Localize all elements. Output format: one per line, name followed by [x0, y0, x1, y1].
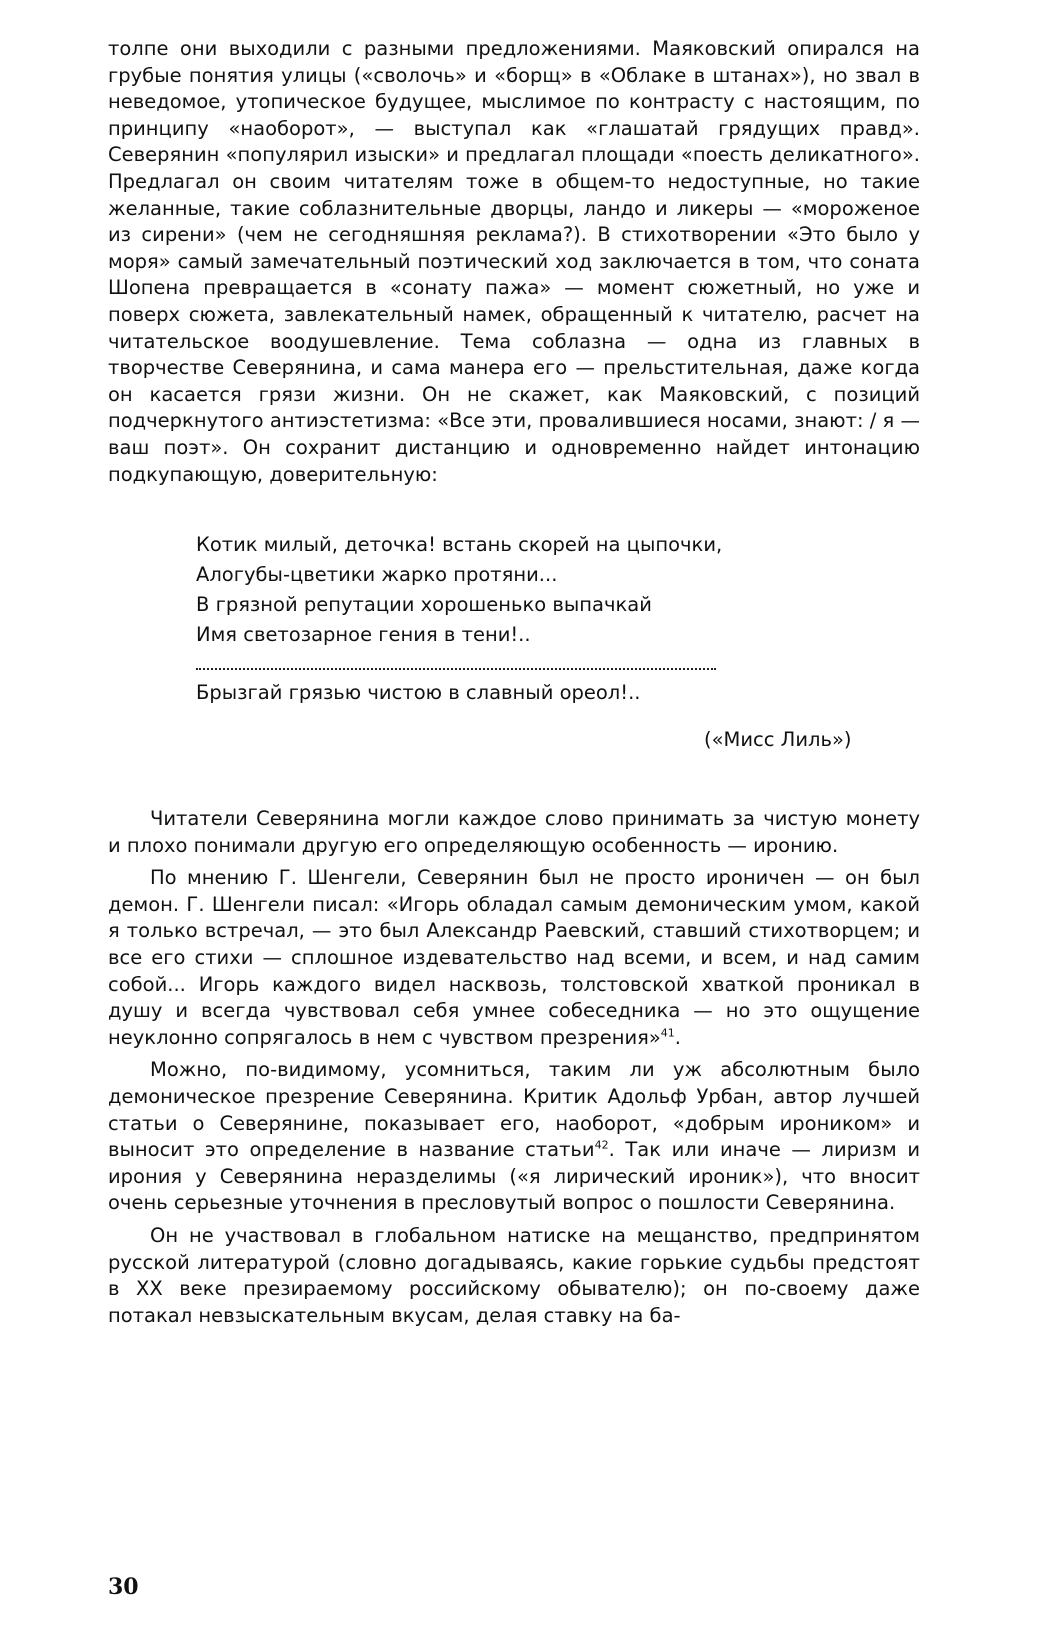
- poem-line: Котик милый, деточка! встань скорей на цыпочки,: [196, 533, 723, 557]
- poem-quote: [196, 530, 920, 754]
- paragraph-urban: [108, 1057, 920, 1217]
- paragraph-tail: .: [674, 1025, 681, 1049]
- page-body: [108, 36, 920, 1329]
- paragraph-text: Читатели Северянина могли каждое слово принимать за чистую монету и плохо понимали другую его определяющую особенность — иронию.: [108, 807, 920, 857]
- paragraph-tail: . Так или иначе — лиризм и ирония у Северянина неразделимы («я лирический ироник»), что вносит очень серьезные уточнения в пресловутый вопрос о пошлости Северянина.: [108, 1138, 920, 1215]
- poem-line: Алогубы-цветики жарко протяни...: [196, 563, 558, 587]
- paragraph-irony: [108, 806, 920, 859]
- paragraph-text: Можно, по-видимому, усомниться, таким ли уж абсолютным было демоническое презрение Северянина. Критик Адольф Урбан, автор лучшей статьи о Северянине, показывает его, наоборот, «добрым ироником» и выносит это определение в название статьи: [108, 1058, 920, 1162]
- footnote-ref: 41: [660, 1026, 675, 1040]
- body-text: [108, 806, 920, 1329]
- page-number: 30: [108, 1574, 139, 1600]
- poem-source: («Мисс Лиль»): [704, 728, 852, 752]
- poem-omission-dots: [196, 650, 716, 670]
- footnote-ref: 42: [594, 1138, 609, 1152]
- paragraph-opening: толпе они выходили с разными предложениями. Маяковский опирался на грубые понятия улицы («сволочь» и «борщ» в «Облаке в штанах»), но звал в неведомое, утопическое будущее, мыслимое по контрасту с настоящим, по принципу «наоборот», — выступал как «глашатай грядущих правд». Северянин «популярил изыски» и предлагал площади «поесть деликатного». Предлагал он своим читателям тоже в общем-то недоступные, но такие желанные, такие соблазнительные дворцы, ландо и ликеры — «мороженое из сирени» (чем не сегодняшняя реклама?). В стихотворении «Это было у моря» самый замечательный поэтический ход заключается в том, что соната Шопена превращается в «сонату пажа» — момент сюжетный, но уже и поверх сюжета, завлекательный намек, обращенный к читателю, расчет на читательское воодушевление. Тема соблазна — одна из главных в творчестве Северянина, и сама манера его — прельстительная, даже когда он касается грязи жизни. Он не скажет, как Маяковский, с позиций подчеркнутого антиэстетизма: «Все эти, провалившиеся носами, знают: / я — ваш поэт». Он сохранит дистанцию и одновременно найдет интонацию подкупающую, доверительную:: [108, 37, 920, 486]
- paragraph-shengeli: [108, 865, 920, 1051]
- poem-line: Имя светозарное гения в тени!..: [196, 623, 531, 647]
- paragraph-text: Он не участвовал в глобальном натиске на мещанство, предпринятом русской литературой (словно догадываясь, какие горькие судьбы предстоят в XX веке презираемому российскому обывателю); он по-своему даже потакал невзыскательным вкусам, делая ставку на ба-: [108, 1224, 920, 1327]
- paragraph-meshchanstvo: [108, 1223, 920, 1329]
- paragraph-text: По мнению Г. Шенгели, Северянин был не просто ироничен — он был демон. Г. Шенгели писал: «Игорь обладал самым демоническим умом, какой я только встречал, — это был Александр Раевский, ставший стихотворцем; и все его стихи — сплошное издевательство над всеми, и всем, и над самим собой... Игорь каждого видел насквозь, толстовской хваткой проникал в душу и всегда чувствовал себя умнее собеседника — но это ощущение неуклонно сопрягалось в нем с чувством презрения»: [108, 866, 920, 1049]
- poem-line-last: Брызгай грязью чистою в славный ореол!..: [196, 681, 641, 705]
- poem-line: В грязной репутации хорошенько выпачкай: [196, 593, 652, 617]
